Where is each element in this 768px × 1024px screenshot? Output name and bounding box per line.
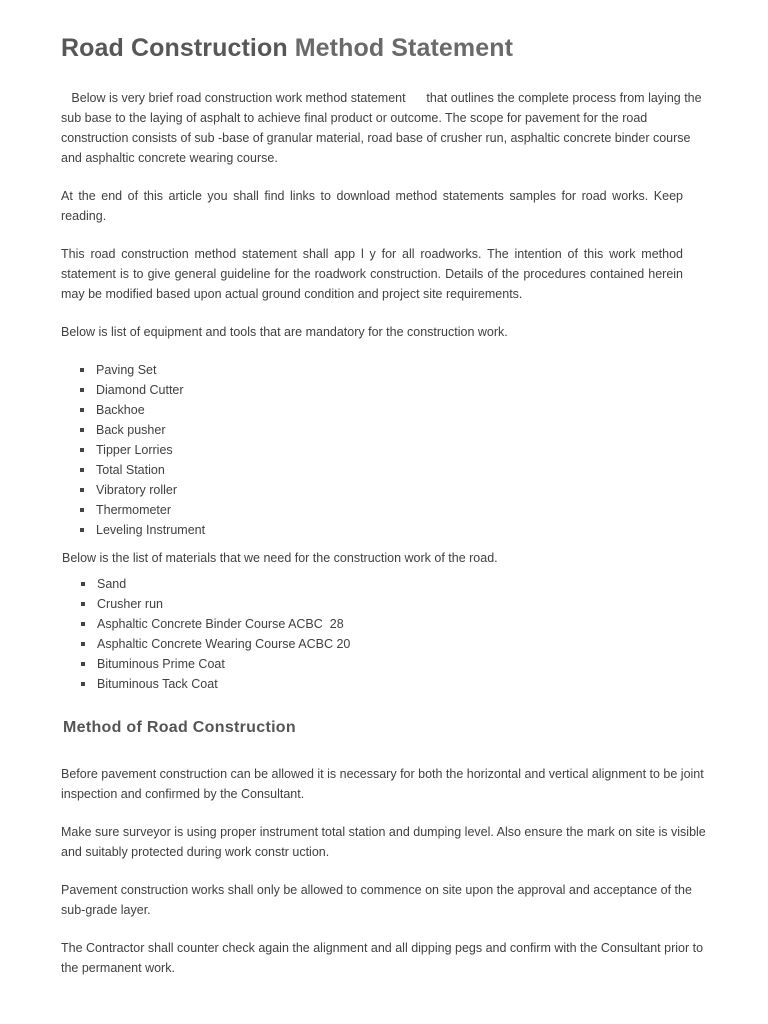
intro-paragraph: Below is very brief road construction work method statement that outlines the complete process from laying the sub base to the laying of asphalt to achieve final product or outcome. The scope for pavement for the road construction consists of sub -base of granular material, road base of crusher run, asphaltic concrete binder course and asphaltic concrete wearing course. [61,91,706,165]
list-item [78,420,205,440]
list-item [78,460,205,480]
title-main: Road Construction [61,34,288,62]
list-item [78,380,205,400]
equipment-list [78,360,205,540]
list-item-text: Sand [97,577,127,591]
method-heading: Method of Road Construction [63,719,296,736]
title-rest: Method Statement [287,34,514,62]
list-item-text: Leveling Instrument [96,523,206,537]
list-item-text: Asphaltic Concrete Wearing Course ACBC 20 [97,637,351,651]
bullet-icon [80,428,84,432]
list-item-text: Tipper Lorries [96,443,173,457]
list-item [79,634,350,654]
bullet-icon [81,682,85,686]
list-item-text: Backhoe [96,403,145,417]
bullet-icon [81,622,85,626]
list-item [78,500,205,520]
list-item-text: Vibratory roller [96,483,178,497]
bullet-icon [81,642,85,646]
list-item [78,360,205,380]
list-item-text: Crusher run [97,597,163,611]
list-item [78,480,205,500]
bullet-icon [80,468,84,472]
equipment-intro: Below is list of equipment and tools that are mandatory for the construction work. [61,325,508,339]
bullet-icon [80,508,84,512]
list-item [78,440,205,460]
bullet-icon [80,388,84,392]
bullet-icon [81,582,85,586]
list-item-text: Diamond Cutter [96,383,184,397]
bullet-icon [80,408,84,412]
method-paragraph-3: Pavement construction works shall only be allowed to commence on site upon the approval and acceptance of the sub-grade layer. [61,883,692,917]
bullet-icon [80,488,84,492]
list-item [79,614,350,634]
list-item-text: Bituminous Prime Coat [97,657,225,671]
list-item [79,594,350,614]
scope-paragraph: This road construction method statement shall app l y for all roadworks. The intention of this work method statement is to give general guideline for the roadwork construction. Details of the procedures contained herein may be modified based upon actual ground condition and project site requirements. [61,247,683,301]
bullet-icon [80,448,84,452]
bullet-icon [81,602,85,606]
list-item [78,520,205,540]
method-paragraph-4: The Contractor shall counter check again the alignment and all dipping pegs and confirm with the Consultant prior to the permanent work. [61,941,704,975]
materials-intro: Below is the list of materials that we need for the construction work of the road. [62,551,498,565]
list-item-text: Paving Set [96,363,157,377]
bullet-icon [81,662,85,666]
bullet-icon [80,368,84,372]
list-item-text: Thermometer [96,503,172,517]
list-item [79,654,350,674]
bullet-icon [80,528,84,532]
links-note-paragraph: At the end of this article you shall find links to download method statements samples for road works. Keep reading. [61,189,683,223]
list-item-text: Back pusher [96,423,166,437]
list-item [78,400,205,420]
method-paragraph-1: Before pavement construction can be allowed it is necessary for both the horizontal and vertical alignment to be joint inspection and confirmed by the Consultant. [61,767,704,801]
list-item-text: Asphaltic Concrete Binder Course ACBC 28 [97,617,344,631]
list-item-text: Bituminous Tack Coat [97,677,218,691]
list-item-text: Total Station [96,463,165,477]
list-item [79,674,350,694]
page-title [61,34,513,63]
materials-list [79,574,350,694]
list-item [79,574,350,594]
method-paragraph-2: Make sure surveyor is using proper instrument total station and dumping level. Also ensure the mark on site is visible and suitably protected during work constr uction. [61,825,706,859]
